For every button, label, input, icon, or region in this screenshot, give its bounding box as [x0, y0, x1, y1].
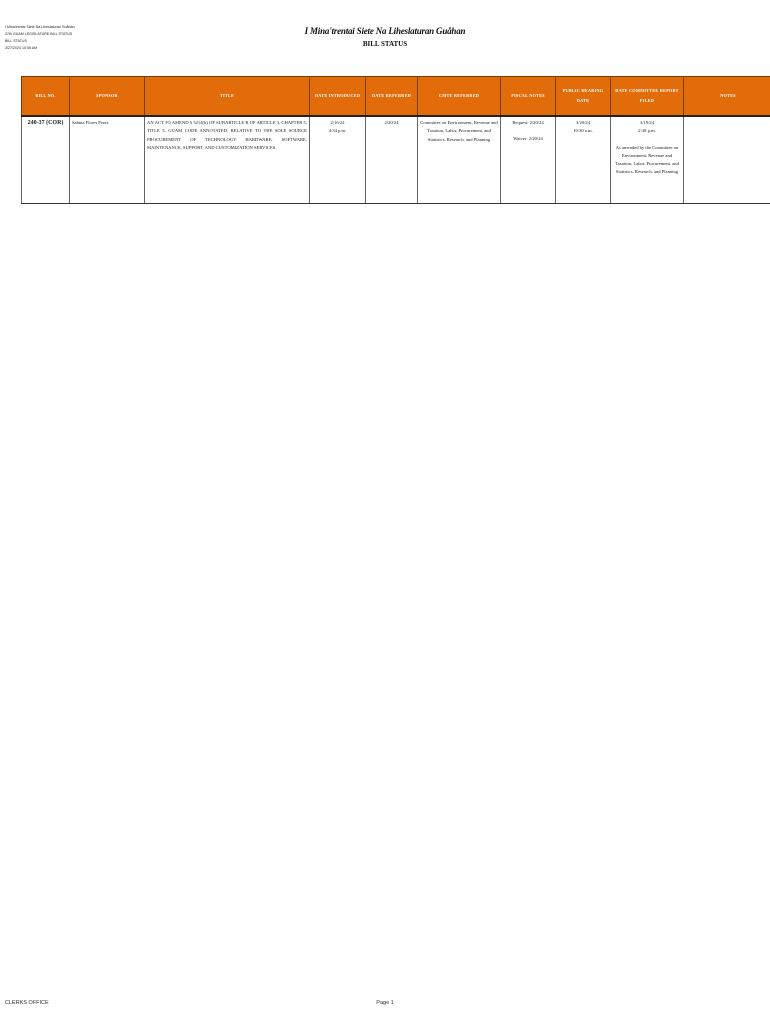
committee-referred: Committee on Environment, Revenue and Taxation, Labor, Procurement, and Statistics, Research, and Planning — [418, 116, 501, 204]
col-fiscal-notes: FISCAL NOTES — [501, 77, 556, 117]
meta-line: BILL STATUS — [5, 39, 27, 43]
hearing-date: 3/20/24 — [575, 120, 591, 125]
col-sponsor: SPONSOR — [70, 77, 145, 117]
table-row — [22, 116, 770, 204]
time-introduced: 4:34 p.m. — [328, 128, 347, 134]
fiscal-waiver: Waiver: 2/20/24 — [513, 136, 543, 142]
bill-notes — [684, 116, 770, 204]
date-introduced: 2/16/24 — [330, 120, 345, 125]
footer-page-number: Page 1 — [376, 1000, 394, 1006]
col-date-introduced: DATE INTRODUCED — [310, 77, 366, 117]
footer-office: CLERKS OFFICE — [5, 1000, 49, 1006]
col-date-committee-report: DATE COMMITTEE REPORT FILED — [611, 77, 684, 117]
meta-line: I Mina'trentai Siete Na Liheslaturan Guåhan — [5, 25, 75, 29]
col-notes: NOTES — [684, 77, 770, 117]
meta-line: 37th GUAM LEGISLATURE BILL STATUS — [5, 32, 73, 36]
hearing-cell — [556, 116, 611, 204]
bill-status-table — [21, 76, 770, 204]
report-cell — [611, 116, 684, 204]
date-introduced-cell — [310, 116, 366, 204]
col-cmte-referred: CMTE REFERRED — [418, 77, 501, 117]
col-title: TITLE — [145, 77, 310, 117]
bill-number: 240-37 (COR) — [22, 116, 70, 204]
date-referred: 2/20/24 — [366, 116, 418, 204]
report-time: 2:38 p.m. — [638, 128, 656, 134]
table-header-row — [22, 77, 770, 117]
page-header — [0, 26, 770, 48]
bill-sponsor: Sabina Flores Perez — [70, 116, 145, 204]
page-subtitle: BILL STATUS — [362, 40, 408, 48]
col-bill-no: BILL NO. — [22, 77, 70, 117]
fiscal-notes-cell — [501, 116, 556, 204]
meta-line: 3/27/2024 10:55 AM — [5, 46, 38, 50]
fiscal-request: Request: 2/20/24 — [512, 120, 544, 125]
report-note: As amended by the Committee on Environment, Revenue and Taxation, Labor, Procurement, and Statistics, Research, and Planning — [615, 144, 679, 175]
page-title: I Mina'trentai Siete Na Liheslaturan Guåhan — [304, 26, 466, 36]
report-date: 3/19/24 — [639, 120, 655, 125]
hearing-time: 10:30 a.m. — [573, 128, 593, 134]
col-public-hearing-date: PUBLIC HEARING DATE — [556, 77, 611, 117]
col-date-referred: DATE REFERRED — [366, 77, 418, 117]
bill-title: AN ACT TO AMEND § 5214(b) OF SUBARTICLE B OF ARTICLE 3, CHAPTER 5, TITLE 5, GUAM CODE ANNOTATED, RELATIVE TO THE SOLE SOURCE PROCUREMENT OF TECHNOLOGY HARDWARE, SOFTWARE, MAINTENANCE, SUPPORT, AND CUSTOMIZATION SERVICES. — [145, 116, 310, 204]
